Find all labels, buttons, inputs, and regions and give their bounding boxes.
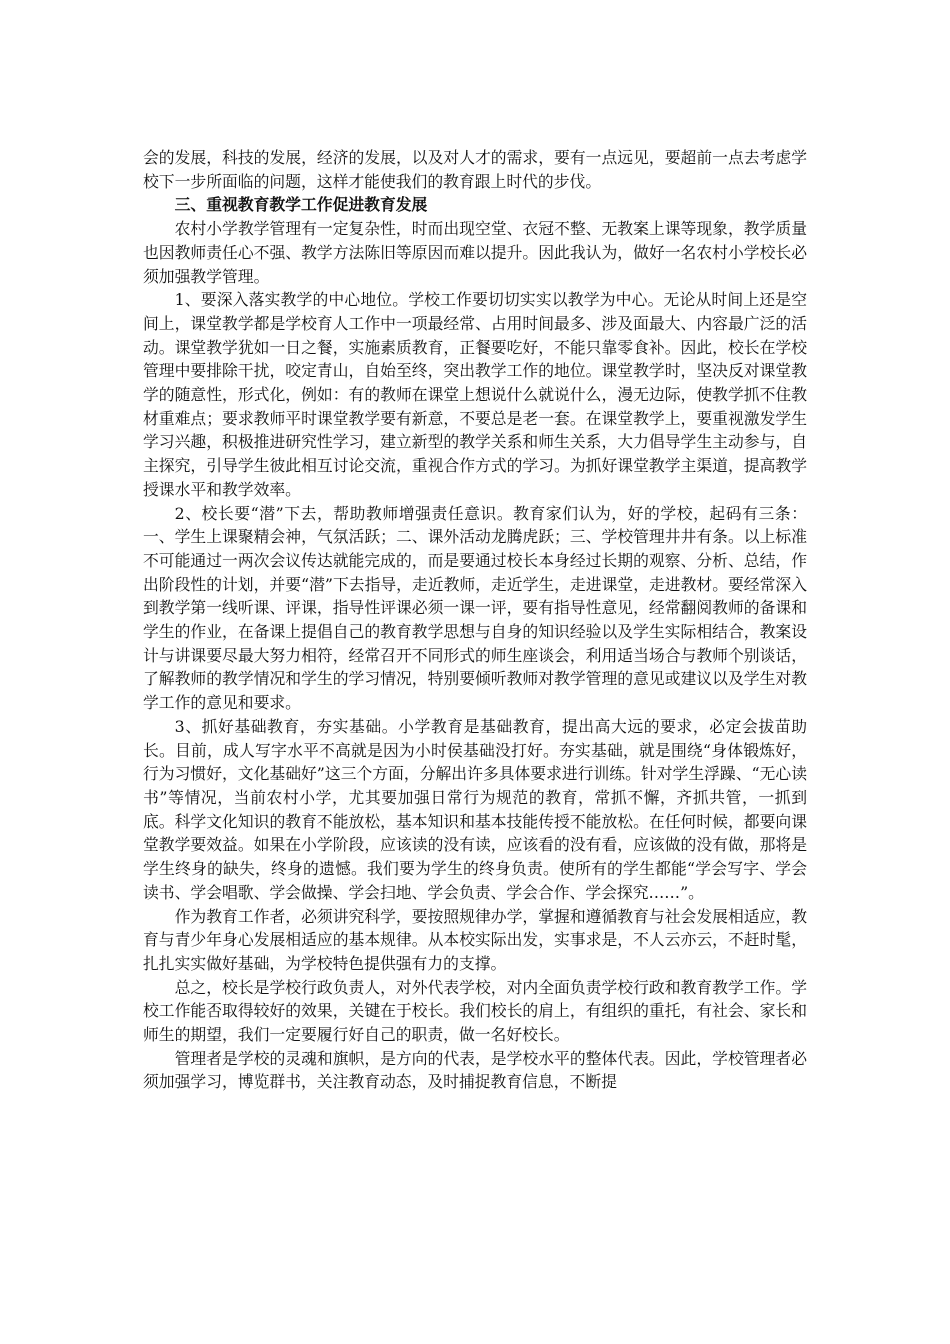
document-page <box>143 146 807 1094</box>
paragraph-point-2: 2、校长要“潜”下去，帮助教师增强责任意识。教育家们认为，好的学校，起码有三条：一、学生上课聚精会神，气氛活跃；二、课外活动龙腾虎跃；三、学校管理井井有条。以上标准不可能通过一两次会议传达就能完成的，而是要通过校长本身经过长期的观察、分析、总结，作出阶段性的计划，并要“潜”下去指导，走近教师，走近学生，走进课堂，走进教材。要经常深入到教学第一线听课、评课，指导性评课必须一课一评，要有指导性意见，经常翻阅教师的备课和学生的作业，在备课上提倡自己的教育教学思想与自身的知识经验以及学生实际相结合，教案设计与讲课要尽最大努力相符，经常召开不同形式的师生座谈会，利用适当场合与教师个别谈话，了解教师的教学情况和学生的学习情况，特别要倾听教师对教学管理的意见或建议以及学生对教学工作的意见和要求。 <box>143 503 807 713</box>
paragraph-point-1: 1、要深入落实教学的中心地位。学校工作要切切实实以教学为中心。无论从时间上还是空间上，课堂教学都是学校育人工作中一项最经常、占用时间最多、涉及面最大、内容最广泛的活动。课堂教学犹如一日之餐，实施素质教育，正餐要吃好，不能只靠零食补。因此，校长在学校管理中要排除干扰，咬定青山，自始至终，突出教学工作的地位。课堂教学时，坚决反对课堂教学的随意性，形式化，例如：有的教师在课堂上想说什么就说什么，漫无边际，使教学抓不住教材重难点；要求教师平时课堂教学要有新意，不要总是老一套。在课堂教学上，要重视激发学生学习兴趣，积极推进研究性学习，建立新型的教学关系和师生关系，大力倡导学生主动参与，自主探究，引导学生彼此相互讨论交流，重视合作方式的学习。为抓好课堂教学主渠道，提高教学授课水平和教学效率。 <box>143 290 807 499</box>
paragraph-science: 作为教育工作者，必须讲究科学，要按照规律办学，掌握和遵循教育与社会发展相适应，教育与青少年身心发展相适应的基本规律。从本校实际出发，实事求是，不人云亦云，不赶时髦，扎扎实实做好基础，为学校特色提供强有力的支撑。 <box>143 906 807 973</box>
paragraph-continuation: 会的发展，科技的发展，经济的发展，以及对人才的需求，要有一点远见，要超前一点去考虑学校下一步所面临的问题，这样才能使我们的教育跟上时代的步伐。 <box>143 148 807 191</box>
section-heading: 三、重视教育教学工作促进教育发展 <box>174 195 428 215</box>
paragraph-point-3: 3、抓好基础教育，夯实基础。小学教育是基础教育，提出高大远的要求，必定会拔苗助长。目前，成人写字水平不高就是因为小时侯基础没打好。夯实基础，就是围绕“身体锻炼好，行为习惯好，文化基础好”这三个方面，分解出许多具体要求进行训练。针对学生浮躁、“无心读书”等情况，当前农村小学，尤其要加强日常行为规范的教育，常抓不懈，齐抓共管，一抓到底。科学文化知识的教育不能放松，基本知识和基本技能传授不能放松。在任何时候，都要向课堂教学要效益。如果在小学阶段，应该读的没有读，应该看的没有看，应该做的没有做，那将是学生终身的缺失，终身的遗憾。我们要为学生的终身负责。使所有的学生都能“学会写字、学会读书、学会唱歌、学会做操、学会扫地、学会负责、学会合作、学会探究……”。 <box>143 716 807 902</box>
paragraph-manager: 管理者是学校的灵魂和旗帜，是方向的代表，是学校水平的整体代表。因此，学校管理者必须加强学习，博览群书，关注教育动态，及时捕捉教育信息，不断提 <box>143 1048 807 1092</box>
paragraph-summary: 总之，校长是学校行政负责人，对外代表学校，对内全面负责学校行政和教育教学工作。学校工作能否取得较好的效果，关键在于校长。我们校长的肩上，有组织的重托，有社会、家长和师生的期望，我们一定要履行好自己的职责，做一名好校长。 <box>143 977 807 1045</box>
paragraph-intro: 农村小学教学管理有一定复杂性，时而出现空堂、衣冠不整、无教案上课等现象，教学质量也因教师责任心不强、教学方法陈旧等原因而难以提升。因此我认为，做好一名农村小学校长必须加强教学管理。 <box>143 219 807 286</box>
